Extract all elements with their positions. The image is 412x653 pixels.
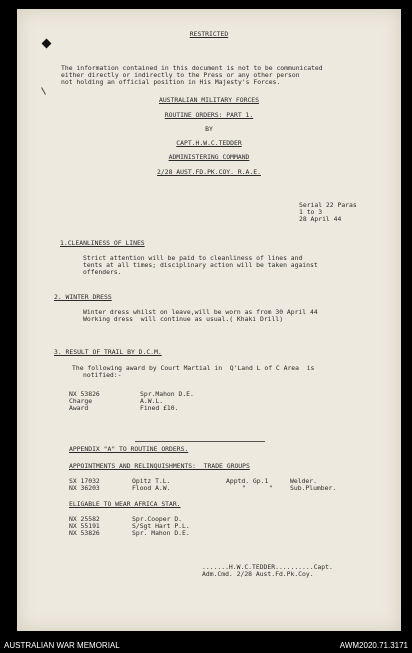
section-2-title: 2. WINTER DRESS [54, 293, 112, 301]
appointment-appt-2: " " [242, 484, 273, 492]
section-1-title: 1.CLEANLINESS OF LINES [60, 239, 145, 247]
notice-line-3: not holding an official position in His Majesty's Forces. [61, 78, 281, 86]
star-no-1: NX 25582 [69, 515, 100, 523]
award-value-1: Spr.Mahon D.E. [140, 390, 194, 398]
section-2-line-2: Working dress will continue as usual.( Khaki Drill) [83, 315, 284, 323]
heading-routine-orders: ROUTINE ORDERS: PART 1. [164, 111, 254, 119]
archive-footer [0, 638, 412, 653]
punch-hole [42, 39, 52, 49]
appointment-no-1: SX 17032 [69, 477, 100, 485]
award-label-1: NX 53826 [69, 390, 100, 398]
star-name-2: S/Sgt Hart P.L. [132, 522, 190, 530]
serial-line-3: 28 April 44 [299, 215, 342, 223]
footer-accession-number: AWM2020.71.3171 [339, 641, 408, 650]
star-name-3: Spr. Mahon D.E. [132, 529, 190, 537]
section-1-line-1: Strict attention will be paid to cleanliness of lines and [83, 254, 303, 262]
award-label-2: Charge [69, 397, 93, 405]
heading-officer: CAPT.H.W.C.TEDDER [176, 139, 242, 147]
appointments-title: APPOINTMENTS AND RELINQUISHMENTS: TRADE GROUPS [69, 462, 250, 470]
section-3-line-1: The following award by Court Martial in Q'Land L of C Area is [72, 364, 315, 372]
appointment-appt-1: Apptd. Gp.1 [226, 477, 269, 485]
appendix-title: APPENDIX "A" TO ROUTINE ORDERS. [69, 445, 189, 453]
section-3-title: 3. RESULT OF TRAIL BY D.C.M. [54, 348, 162, 356]
heading-unit: 2/28 AUST.FD.PK.COY. R.A.E. [157, 168, 261, 176]
signature-subline: Adm.Cmd. 2/28 Aust.Fd.Pk.Coy. [202, 570, 314, 578]
star-name-1: Spr.Cooper D. [132, 515, 183, 523]
appointment-trade-2: Sub.Plumber. [290, 484, 337, 492]
footer-institution: AUSTRALIAN WAR MEMORIAL [4, 641, 120, 650]
award-value-3: Fined £10. [140, 404, 179, 412]
notice-line-1: The information contained in this document is not to be communicated [61, 64, 323, 72]
heading-by: BY [205, 125, 213, 133]
appointment-no-2: NX 36203 [69, 484, 100, 492]
section-2-line-1: Winter dress whilst on leave,will be worn as from 30 April 44 [83, 308, 318, 316]
serial-line-2: 1 to 3 [299, 208, 323, 216]
star-no-2: NX 55191 [69, 522, 100, 530]
classification: RESTRICTED [189, 30, 229, 38]
section-1-line-2: tents at all times; disciplinary action will be taken against [83, 261, 318, 269]
appointment-name-2: Flood A.W. [132, 484, 171, 492]
pencil-mark [41, 87, 46, 94]
serial-line-1: Serial 22 Paras [299, 201, 357, 209]
heading-command: ADMINISTERING COMMAND [168, 153, 250, 161]
award-label-3: Award [69, 404, 89, 412]
star-no-3: NX 53826 [69, 529, 100, 537]
section-1-line-3: offenders. [83, 268, 122, 276]
award-value-2: A.W.L. [140, 397, 164, 405]
section-3-line-2: notified:- [83, 371, 122, 379]
appointment-name-1: Opitz T.L. [132, 477, 171, 485]
section-divider [135, 441, 265, 442]
appointment-trade-1: Welder. [290, 477, 317, 485]
africa-star-title: ELIGABLE TO WEAR AFRICA STAR. [69, 500, 181, 508]
signature-line: .......H.W.C.TEDDER..........Capt. [202, 563, 333, 571]
document-page [17, 9, 401, 631]
heading-forces: AUSTRALIAN MILITARY FORCES [158, 96, 260, 104]
notice-line-2: either directly or indirectly to the Press or any other person [61, 71, 300, 79]
